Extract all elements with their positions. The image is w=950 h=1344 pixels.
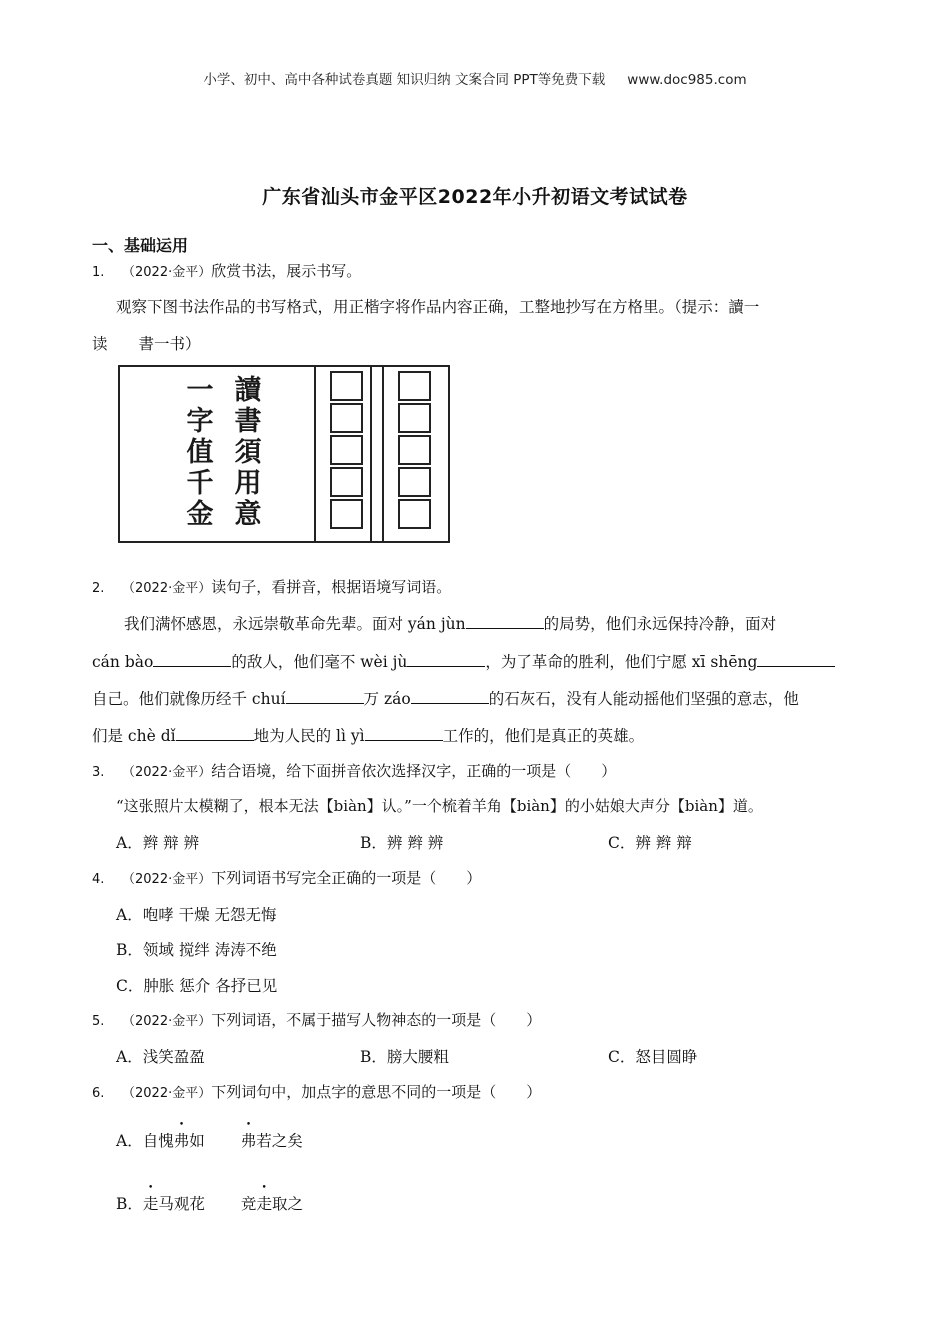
calligraphy-char: 千 — [186, 468, 214, 499]
option-text: 竞 — [240, 1195, 257, 1213]
divider-line — [370, 367, 372, 541]
question-source: （2022·金平） — [122, 872, 212, 887]
option-label: B． — [116, 1195, 143, 1213]
option-b[interactable]: B．膀大腰粗 — [360, 1048, 449, 1066]
question-number: 2. — [92, 581, 105, 596]
question-1 — [92, 260, 361, 281]
question-2 — [92, 576, 451, 597]
passage-text: 工作的，他们是真正的英雄。 — [442, 727, 645, 745]
option-text: 如 — [189, 1132, 205, 1150]
header-site[interactable]: www.doc985.com — [627, 72, 747, 88]
question-number: 5. — [92, 1014, 105, 1029]
question-source: （2022·金平） — [122, 1014, 212, 1029]
question-number: 6. — [92, 1086, 105, 1101]
option-a[interactable] — [116, 1129, 303, 1151]
question-stem: 下列词语书写完全正确的一项是（ ） — [211, 869, 482, 887]
option-text: 取之 — [271, 1195, 303, 1213]
question-number: 4. — [92, 872, 105, 887]
writing-cell[interactable] — [398, 467, 431, 497]
passage-text: 万 záo — [363, 690, 411, 708]
dotted-char: 走 — [142, 1195, 159, 1213]
calligraphy-right-column — [228, 375, 268, 530]
calligraphy-char: 字 — [186, 406, 214, 437]
writing-cell[interactable] — [398, 435, 431, 465]
dotted-char: 弗 — [173, 1132, 190, 1150]
question-stem: 下列词句中，加点字的意思不同的一项是（ ） — [211, 1083, 542, 1101]
answer-blank[interactable] — [365, 726, 443, 741]
calligraphy-char: 值 — [186, 437, 214, 468]
question-5 — [92, 1009, 541, 1030]
question-number: 3. — [92, 765, 105, 780]
q3-sentence: “这张照片太模糊了，根本无法【biàn】认。”一个梳着羊角【biàn】的小姑娘大声分【biàn】道。 — [116, 797, 763, 815]
question-stem: 结合语境，给下面拼音依次选择汉字，正确的一项是（ ） — [211, 762, 617, 780]
answer-blank[interactable] — [176, 726, 254, 741]
page-header — [0, 68, 950, 88]
calligraphy-char: 用 — [234, 468, 262, 499]
writing-cell[interactable] — [330, 435, 363, 465]
question-4 — [92, 867, 481, 888]
option-c[interactable]: C．肿胀 惩介 各抒已见 — [116, 977, 278, 995]
writing-cell[interactable] — [398, 403, 431, 433]
q2-passage-line1 — [124, 612, 776, 634]
question-source: （2022·金平） — [122, 765, 212, 780]
dotted-char: 弗 — [240, 1132, 257, 1150]
question-stem: 欣赏书法，展示书写。 — [211, 262, 362, 280]
option-text: 自愧 — [142, 1132, 174, 1150]
writing-cell[interactable] — [330, 467, 363, 497]
calligraphy-figure — [118, 365, 450, 543]
writing-cell[interactable] — [398, 371, 431, 401]
option-text: 若之矣 — [256, 1132, 303, 1150]
question-number: 1. — [92, 265, 105, 280]
option-b[interactable]: B．领域 搅绊 涛涛不绝 — [116, 941, 277, 959]
q2-passage-line2 — [92, 650, 835, 672]
calligraphy-char: 書 — [234, 406, 262, 437]
writing-cell[interactable] — [330, 403, 363, 433]
calligraphy-char: 意 — [234, 499, 262, 530]
option-label: A． — [116, 1132, 143, 1150]
passage-text: cán bào — [92, 653, 154, 671]
question-source: （2022·金平） — [122, 1086, 212, 1101]
passage-text: 的局势，他们永远保持冷静，面对 — [543, 615, 777, 633]
passage-text: 自己。他们就像历经千 chuí — [92, 690, 286, 708]
q2-passage-line3 — [92, 687, 799, 709]
passage-text: 们是 chè dǐ — [92, 727, 176, 745]
q1-instruction-line1: 观察下图书法作品的书写格式，用正楷字将作品内容正确，工整地抄写在方格里。（提示：讀一 — [116, 298, 760, 316]
question-6 — [92, 1081, 541, 1102]
answer-blank[interactable] — [153, 652, 231, 667]
question-source: （2022·金平） — [122, 581, 212, 596]
option-b[interactable] — [116, 1192, 303, 1214]
answer-blank[interactable] — [757, 652, 835, 667]
option-a[interactable]: A．咆哮 干燥 无怨无悔 — [116, 906, 277, 924]
divider-line — [314, 367, 316, 541]
question-stem: 读句子，看拼音，根据语境写词语。 — [211, 578, 452, 596]
question-3 — [92, 760, 616, 781]
option-c[interactable]: C．怒目圆睁 — [608, 1048, 698, 1066]
section-heading: 一、基础运用 — [92, 236, 189, 255]
calligraphy-char: 一 — [186, 375, 214, 406]
writing-cell[interactable] — [330, 371, 363, 401]
dotted-char: 走 — [256, 1195, 272, 1213]
writing-cell[interactable] — [398, 499, 431, 529]
q2-passage-line4 — [92, 724, 644, 746]
option-text: 马观花 — [158, 1195, 205, 1213]
calligraphy-left-column — [180, 375, 220, 530]
passage-text: 的石灰石，没有人能动摇他们坚强的意志，他 — [488, 690, 799, 708]
header-text: 小学、初中、高中各种试卷真题 知识归纳 文案合同 PPT等免费下载 — [203, 72, 606, 88]
calligraphy-char: 金 — [186, 499, 214, 530]
page-title: 广东省汕头市金平区2022年小升初语文考试试卷 — [262, 186, 688, 208]
calligraphy-char: 讀 — [234, 375, 262, 406]
option-b[interactable]: B．辨 辫 辨 — [360, 834, 444, 852]
option-c[interactable]: C．辨 辫 辩 — [608, 834, 692, 852]
writing-cell[interactable] — [330, 499, 363, 529]
answer-blank[interactable] — [407, 652, 485, 667]
divider-line — [382, 367, 384, 541]
passage-text: 地为人民的 lì yì — [253, 727, 365, 745]
passage-text: ，为了革命的胜利，他们宁愿 xī shēng — [485, 653, 758, 671]
question-source: （2022·金平） — [122, 265, 212, 280]
option-a[interactable]: A．辫 辩 辨 — [116, 834, 200, 852]
answer-blank[interactable] — [411, 689, 489, 704]
option-a[interactable]: A．浅笑盈盈 — [116, 1048, 205, 1066]
answer-blank[interactable] — [466, 614, 544, 629]
calligraphy-char: 須 — [234, 437, 262, 468]
passage-text: 的敌人，他们毫不 wèi jù — [231, 653, 408, 671]
answer-blank[interactable] — [286, 689, 364, 704]
question-stem: 下列词语，不属于描写人物神态的一项是（ ） — [211, 1011, 542, 1029]
passage-text: 我们满怀感恩，永远崇敬革命先辈。面对 yán jùn — [124, 615, 466, 633]
q1-instruction-line2: 读 書一书） — [92, 335, 201, 353]
